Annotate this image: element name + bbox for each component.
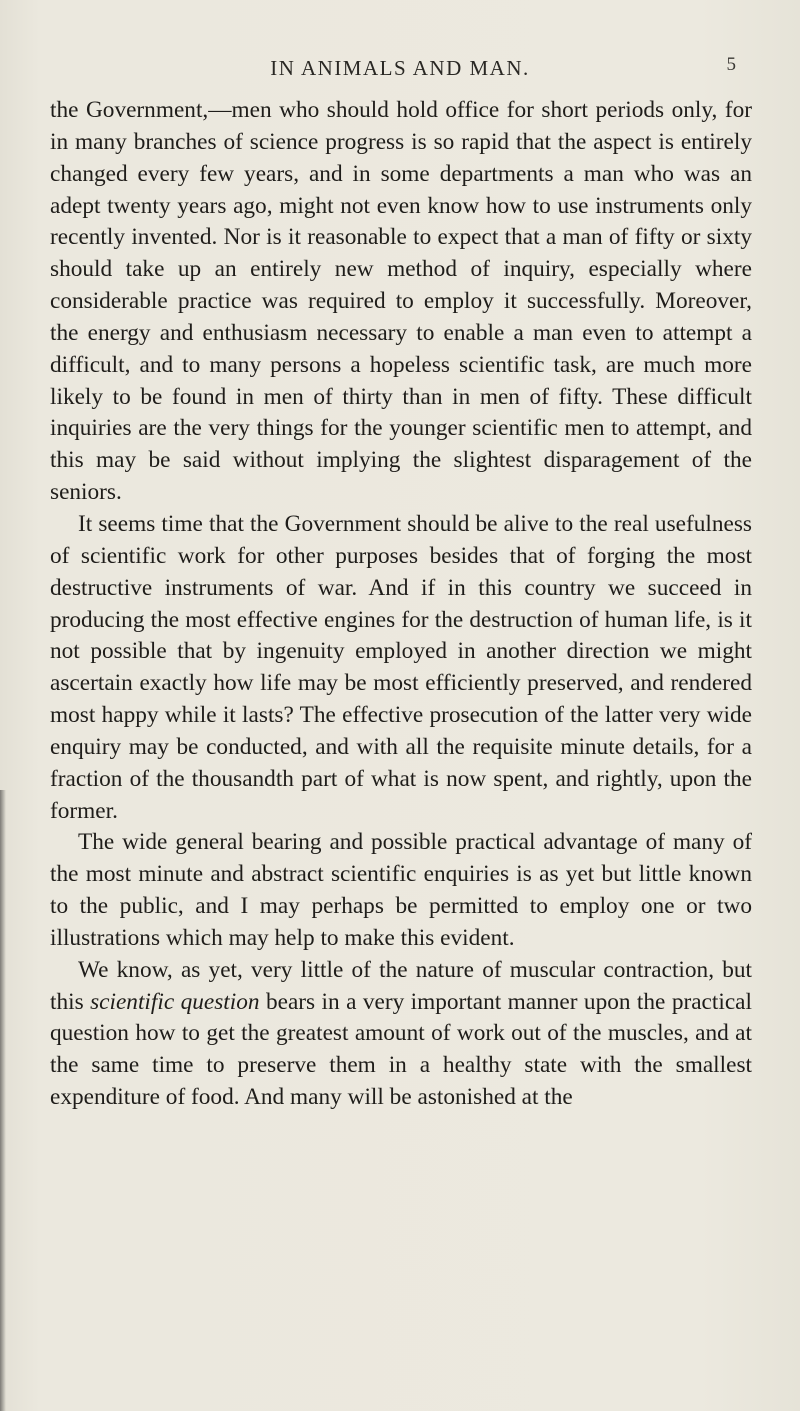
running-head: IN ANIMALS AND MAN. — [270, 56, 530, 80]
page-number: 5 — [726, 54, 736, 75]
paragraph-3: The wide general bearing and possible practical advantage of many of the most minute and abstract scientific enquiries is as yet but little known to the public, and I may perhaps be permitted to employ one or two illustrations which may help to make this evident. — [50, 829, 752, 951]
paragraph-4-lead: We know, as yet, very little of the nature of muscular contraction, but this — [50, 956, 752, 1015]
paragraph-4 — [50, 955, 752, 1114]
binding-shadow — [0, 790, 6, 1411]
paragraph-1: the Government,—men who should hold office for short periods only, for in many branches of science progress is so rapid that the aspect is entirely changed every few years, and in some departments a man who was an adept twenty years ago, might not even know how to use instruments only recently invented. Nor is it reasonable to expect that a man of fifty or sixty should take up an entirely new method of inquiry, especially where considerable practice was required to employ it successfully. Moreover, the energy and enthusiasm necessary to enable a man even to attempt a difficult, and to many persons a hopeless scientific task, are much more likely to be found in men of thirty than in men of fifty. These difficult inquiries are the very things for the younger scientific men to attempt, and this may be said without implying the slightest disparagement of the seniors. — [50, 97, 752, 506]
body-text — [50, 95, 752, 1114]
paragraph-4-rest: bears in a very important manner upon the practical question how to get the greatest amount of work out of the muscles, and at the same time to preserve them in a healthy state with the smallest expenditure of food. And many will be astonished at the — [50, 988, 752, 1111]
paragraph-4-emphasis: scientific question — [90, 988, 260, 1015]
paragraph-2: It seems time that the Government should be alive to the real usefulness of scientific work for other purposes besides that of forging the most destructive instruments of war. And if in this country we succeed in producing the most effective engines for the destruction of human life, is it not possible that by ingenuity employed in another direction we might ascertain exactly how life may be most efficiently preserved, and rendered most happy while it lasts? The effective prosecution of the latter very wide enquiry may be conducted, and with all the requisite minute details, for a fraction of the thousandth part of what is now spent, and rightly, upon the former. — [50, 510, 752, 824]
